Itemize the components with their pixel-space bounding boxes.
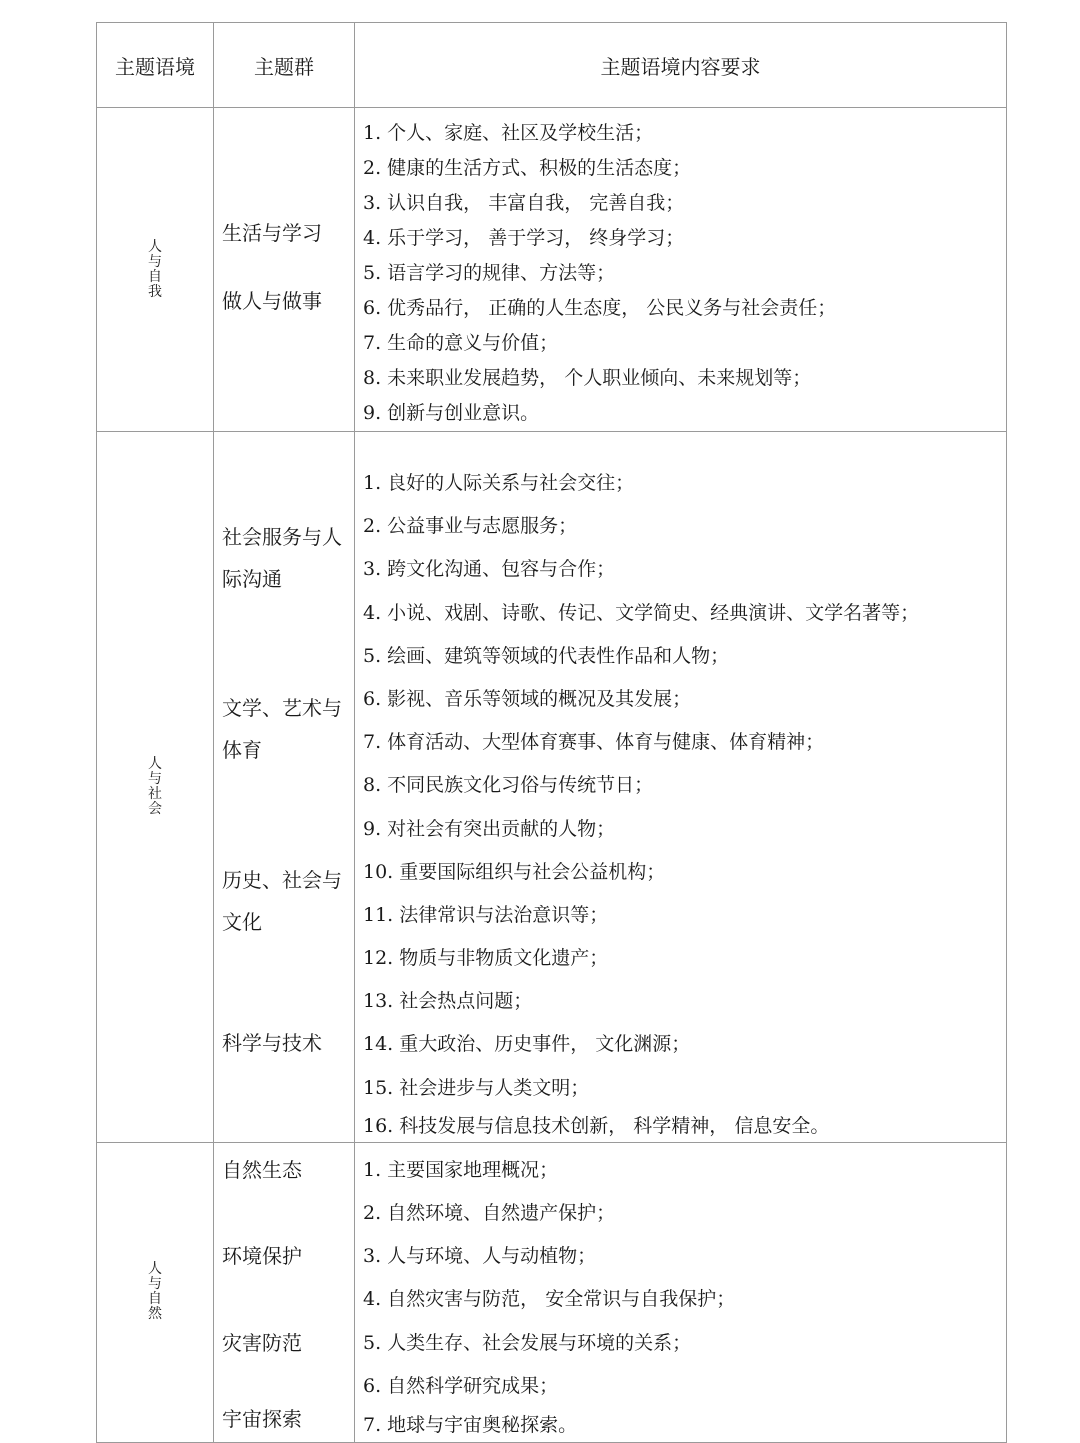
list-item: 4. 自然灾害与防范， 安全常识与自我保护；	[363, 1288, 736, 1311]
list-item: 7. 地球与宇宙奥秘探索。	[363, 1413, 578, 1436]
context-label: 人与自我	[148, 238, 162, 300]
group-label: 科学与技术	[222, 1031, 322, 1055]
list-item: 2. 自然环境、自然遗产保护；	[363, 1202, 616, 1224]
context-cell	[97, 1142, 214, 1442]
list-item: 5. 绘画、建筑等领域的代表性作品和人物；	[363, 644, 730, 667]
header-content-requirements: 主题语境内容要求	[355, 23, 1007, 108]
context-label: 人与社会	[148, 755, 162, 817]
list-item: 2. 健康的生活方式、积极的生活态度；	[363, 157, 692, 179]
group-label: 灾害防范	[222, 1330, 302, 1355]
list-item: 13. 社会热点问题；	[363, 990, 533, 1013]
table-header-row	[97, 23, 1007, 108]
requirements-cell	[355, 108, 1007, 432]
group-label: 做人与做事	[222, 289, 322, 313]
list-item: 12. 物质与非物质文化遗产；	[363, 947, 609, 970]
list-item: 16. 科技发展与信息技术创新， 科学精神， 信息安全。	[363, 1114, 830, 1137]
list-item: 7. 体育活动、大型体育赛事、体育与健康、体育精神；	[363, 731, 825, 754]
list-item: 4. 小说、戏剧、诗歌、传记、文学简史、经典演讲、文学名著等；	[363, 601, 920, 624]
list-item: 3. 认识自我， 丰富自我， 完善自我；	[363, 192, 685, 214]
list-item: 10. 重要国际组织与社会公益机构；	[363, 860, 666, 883]
list-item: 1. 主要国家地理概况；	[363, 1158, 559, 1181]
group-label: 自然生态	[222, 1157, 302, 1182]
group-cell	[214, 432, 355, 1143]
group-label: 社会服务与人际沟通	[222, 525, 342, 591]
list-item: 4. 乐于学习， 善于学习， 终身学习；	[363, 227, 685, 249]
list-item: 15. 社会进步与人类文明；	[363, 1076, 590, 1099]
list-item: 7. 生命的意义与价值；	[363, 332, 559, 354]
list-item: 14. 重大政治、历史事件， 文化渊源；	[363, 1033, 691, 1056]
context-cell	[97, 108, 214, 432]
group-cell	[214, 108, 355, 432]
table-row	[97, 432, 1007, 1143]
group-cell	[214, 1142, 355, 1442]
table-row	[97, 1142, 1007, 1442]
list-item: 1. 个人、家庭、社区及学校生活；	[363, 122, 654, 144]
list-item: 5. 人类生存、社会发展与环境的关系；	[363, 1331, 692, 1354]
list-item: 1. 良好的人际关系与社会交往；	[363, 472, 635, 494]
table-row	[97, 108, 1007, 432]
header-theme-context: 主题语境	[97, 23, 214, 108]
context-label: 人与自然	[148, 1261, 162, 1323]
list-item: 6. 优秀品行， 正确的人生态度， 公民义务与社会责任；	[363, 297, 837, 319]
list-item: 9. 对社会有突出贡献的人物；	[363, 817, 616, 840]
group-label: 环境保护	[222, 1243, 302, 1268]
context-cell	[97, 432, 214, 1143]
requirements-cell	[355, 432, 1007, 1143]
requirements-cell	[355, 1142, 1007, 1442]
list-item: 11. 法律常识与法治意识等；	[363, 903, 609, 926]
list-item: 3. 人与环境、人与动植物；	[363, 1245, 597, 1268]
list-item: 8. 未来职业发展趋势， 个人职业倾向、未来规划等；	[363, 367, 812, 389]
group-label: 文学、艺术与体育	[222, 696, 342, 762]
list-item: 6. 影视、音乐等领域的概况及其发展；	[363, 687, 692, 710]
list-item: 3. 跨文化沟通、包容与合作；	[363, 558, 616, 581]
list-item: 9. 创新与创业意识。	[363, 402, 540, 424]
group-label: 宇宙探索	[222, 1406, 302, 1431]
group-label: 生活与学习	[222, 221, 322, 245]
header-theme-group: 主题群	[214, 23, 355, 108]
group-label: 历史、社会与文化	[222, 868, 342, 934]
list-item: 2. 公益事业与志愿服务；	[363, 515, 578, 538]
list-item: 5. 语言学习的规律、方法等；	[363, 262, 616, 284]
list-item: 6. 自然科学研究成果；	[363, 1374, 559, 1397]
list-item: 8. 不同民族文化习俗与传统节日；	[363, 774, 654, 797]
theme-context-table	[96, 22, 1007, 1443]
